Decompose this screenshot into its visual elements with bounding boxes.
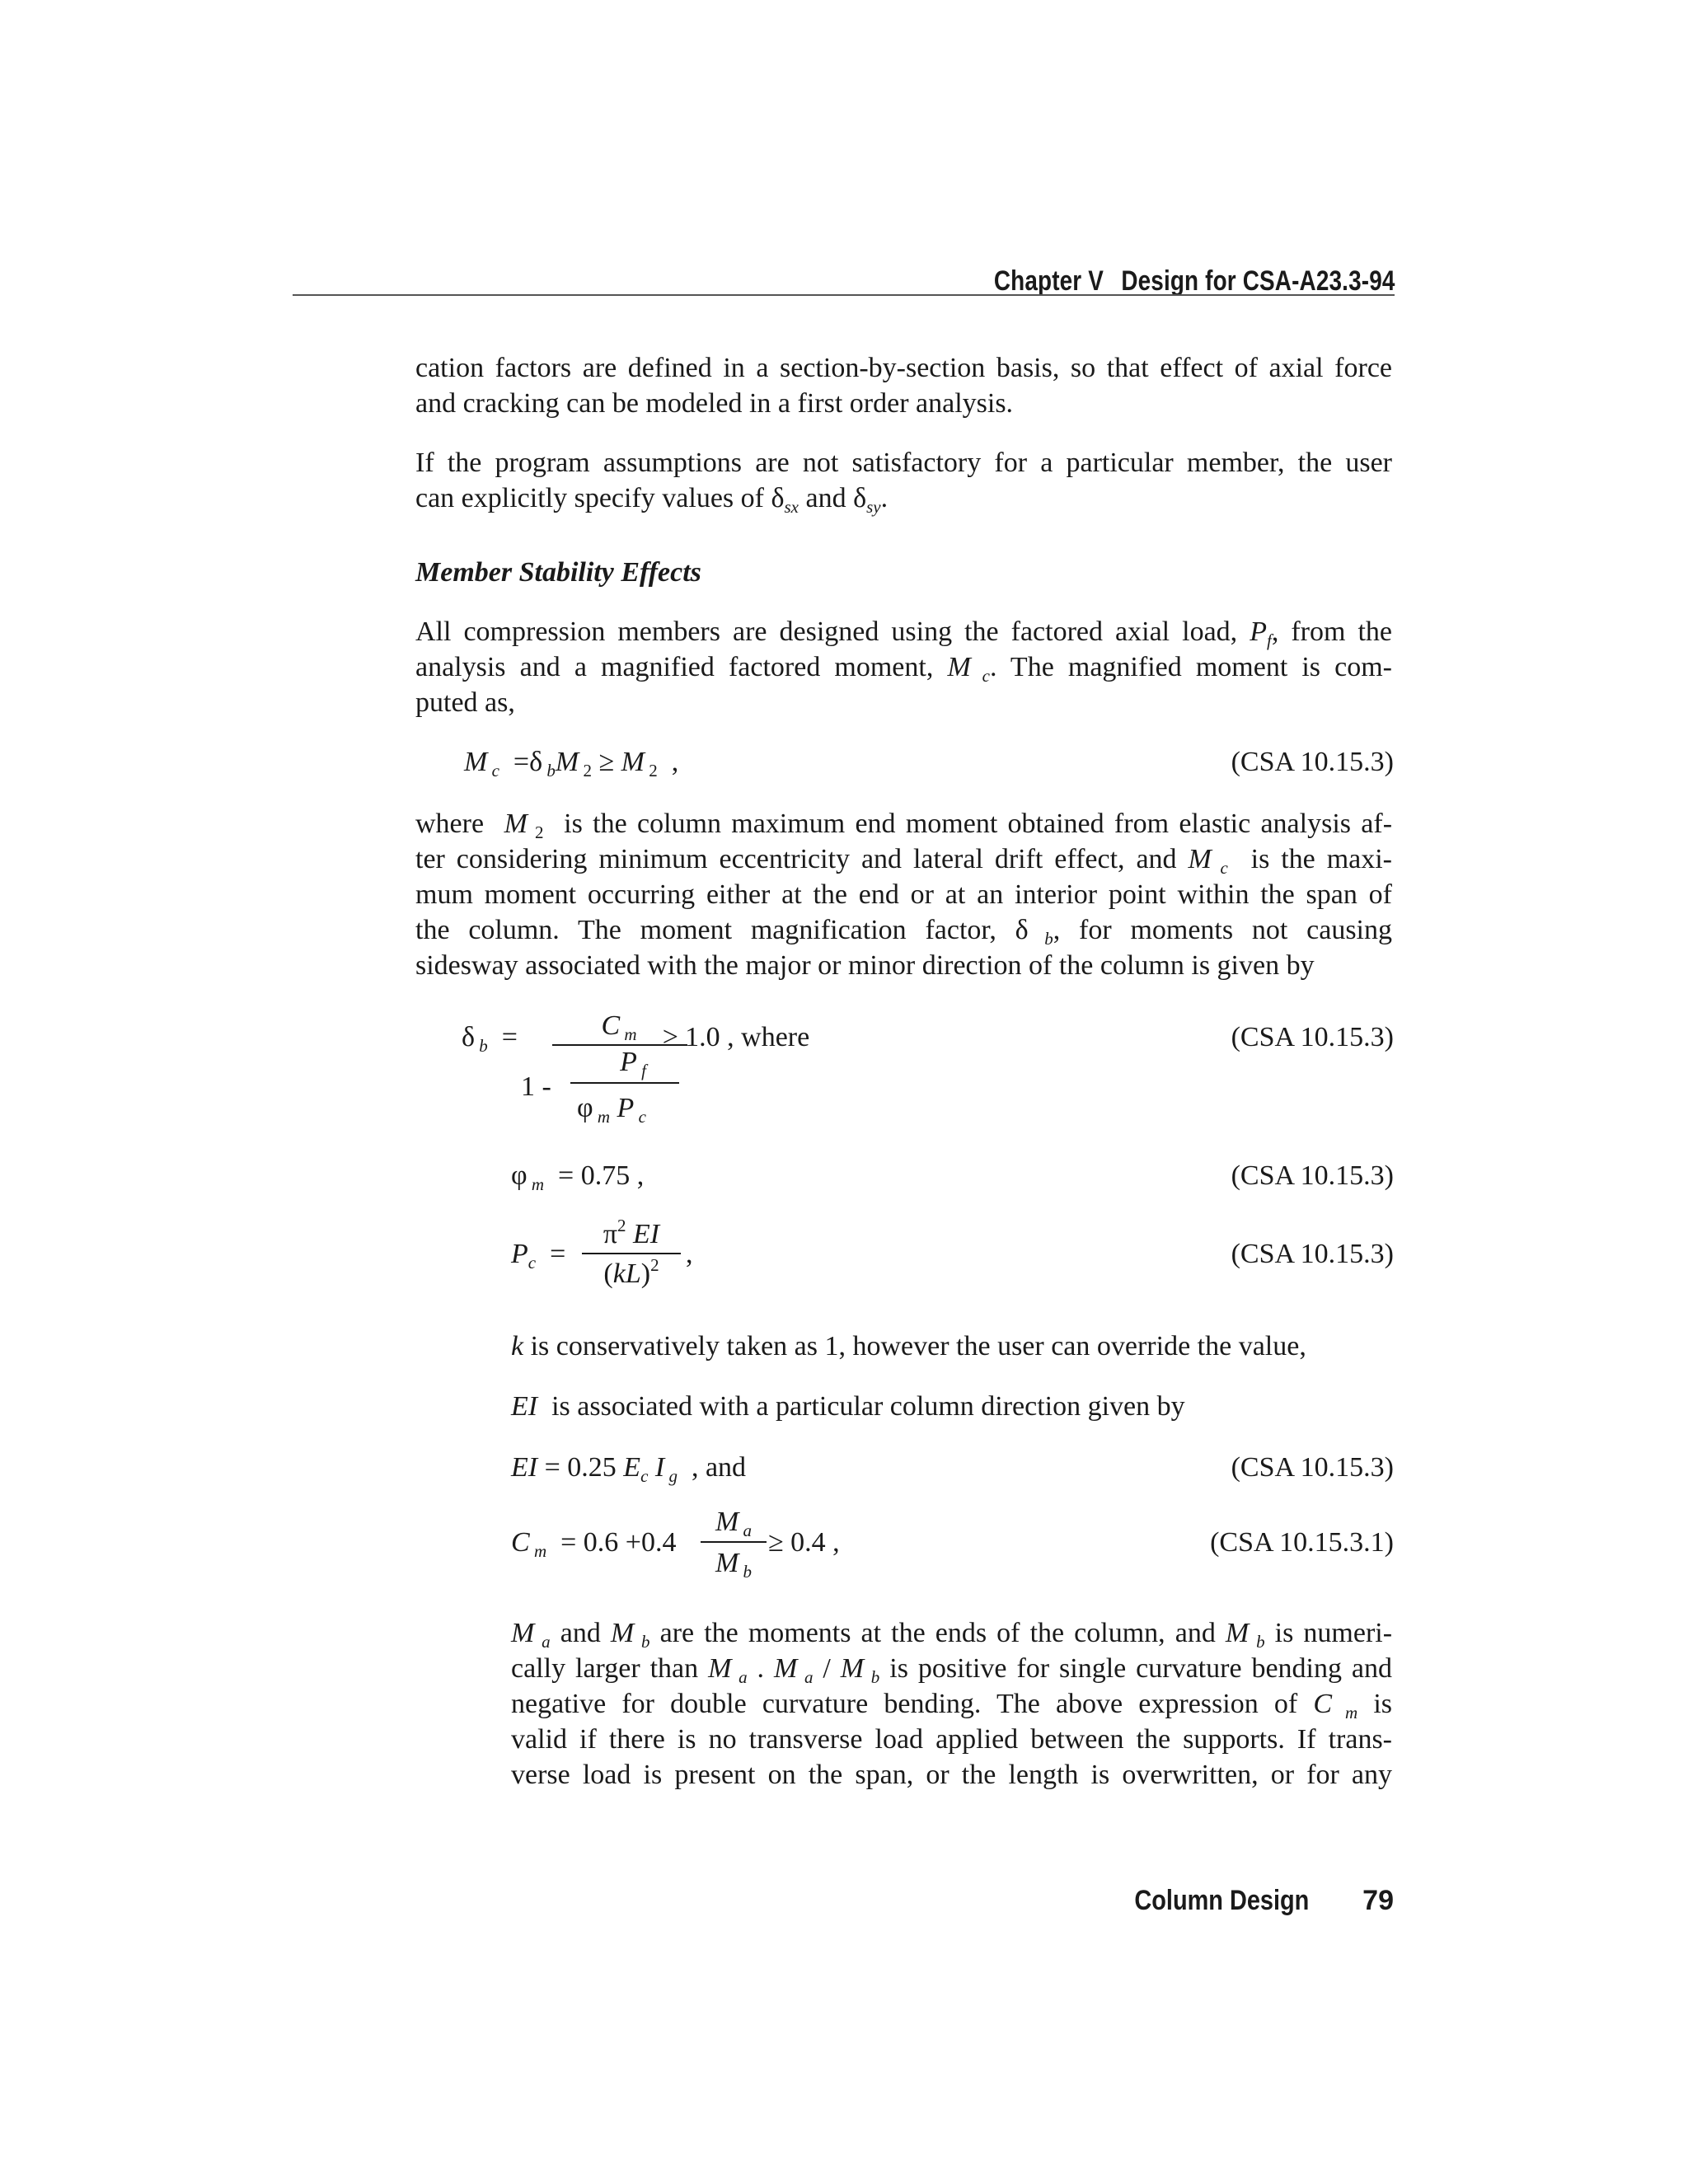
text-line: cally larger than M $_a$ . M $_a$ / M $_b$ is positive for single curvature bending and: [511, 1653, 1393, 1687]
paragraph-2: [415, 445, 1392, 516]
chapter-title: Design for CSA-A23.3-94: [1121, 265, 1395, 297]
text-line: can explicitly specify values of $\delta_{sx}$ and $\delta_{sy}$.: [415, 483, 889, 517]
running-header: [994, 265, 1395, 298]
page-number: 79: [1362, 1885, 1394, 1916]
chapter-label: Chapter V: [994, 265, 1104, 297]
paragraph-4: [415, 806, 1392, 983]
text-line: verse load is present on the span, or the length is overwritten, or for any: [511, 1760, 1392, 1790]
equation-reference: (CSA 10.15.3): [1231, 1160, 1394, 1191]
equation-critical-load: $P_c$ = $\pi^2$ EI (kL)$^2$ ,: [511, 1216, 693, 1289]
text-line: and cracking can be modeled in a first order analysis.: [415, 388, 1014, 419]
equation-magnified-moment: M $_c$ =δ $_b$M $_2$ ≥ M $_2$ ,: [464, 747, 679, 780]
paragraph-6: [511, 1389, 1392, 1424]
equation-reference: (CSA 10.15.3.1): [1210, 1527, 1394, 1558]
text-line: negative for double curvature bending. The above expression of C $_m$ is: [511, 1689, 1393, 1722]
equation-condition: ≥ 1.0 , where: [663, 1022, 810, 1052]
equation-flexural-stiffness: EI = 0.25 $E_c$ I $_g$ , and: [511, 1452, 747, 1486]
equation-phi-m: φ $_m$ = 0.75 ,: [511, 1160, 645, 1194]
text-line: cation factors are defined in a section-by-section basis, so that effect of axial force: [415, 353, 1392, 383]
paragraph-7: [511, 1615, 1392, 1793]
equation-reference: (CSA 10.15.3): [1231, 1239, 1394, 1269]
text-line: analysis and a magnified factored moment, M $_c$. The magnified moment is com-: [415, 652, 1392, 686]
text-line: M $_a$ and M $_b$ are the moments at the ends of the column, and M $_b$ is numeri-: [511, 1618, 1393, 1652]
text-line: puted as,: [415, 687, 515, 718]
equation-cm-factor: C $_m$ = 0.6 +0.4 M $_a$ M $_b$ ≥ 0.4 ,: [511, 1507, 840, 1582]
text-line: All compression members are designed using the factored axial load, $P_f$, from the: [415, 616, 1392, 650]
text-line: sidesway associated with the major or minor direction of the column is given by: [415, 950, 1315, 981]
section-heading: Member Stability Effects: [415, 557, 701, 588]
footer-section-title: [1104, 1885, 1309, 1917]
text-line: EI is associated with a particular column direction given by: [511, 1391, 1185, 1422]
paragraph-5: [511, 1329, 1392, 1364]
text-line: valid if there is no transverse load applied between the supports. If trans-: [511, 1724, 1392, 1755]
text-line: ter considering minimum eccentricity and lateral drift effect, and M $_c$ is the maxi-: [415, 844, 1393, 878]
equation-magnification-factor: δ $_b$ = C $_m$ 1 - P $_f$ φ $_m$ P $_c$ ≥ 1.0 , where: [462, 1010, 810, 1127]
equation-reference: (CSA 10.15.3): [1231, 1022, 1394, 1052]
text-line: the column. The moment magnification factor, δ $_b$, for moments not causing: [415, 915, 1392, 949]
text-line: mum moment occurring either at the end or at an interior point within the span of: [415, 879, 1392, 910]
text-line: where M $_2$ is the column maximum end moment obtained from elastic analysis af-: [415, 808, 1393, 842]
paragraph-3: [415, 614, 1392, 720]
equation-reference: (CSA 10.15.3): [1231, 747, 1394, 777]
header-rule: [293, 294, 1395, 296]
text-line: k is conservatively taken as 1, however the user can override the value,: [511, 1331, 1306, 1361]
text-line: If the program assumptions are not satisfactory for a particular member, the user: [415, 448, 1392, 478]
equation-reference: (CSA 10.15.3): [1231, 1452, 1394, 1483]
paragraph-1: [415, 350, 1392, 421]
footer-section-label: Column Design: [1134, 1885, 1309, 1916]
